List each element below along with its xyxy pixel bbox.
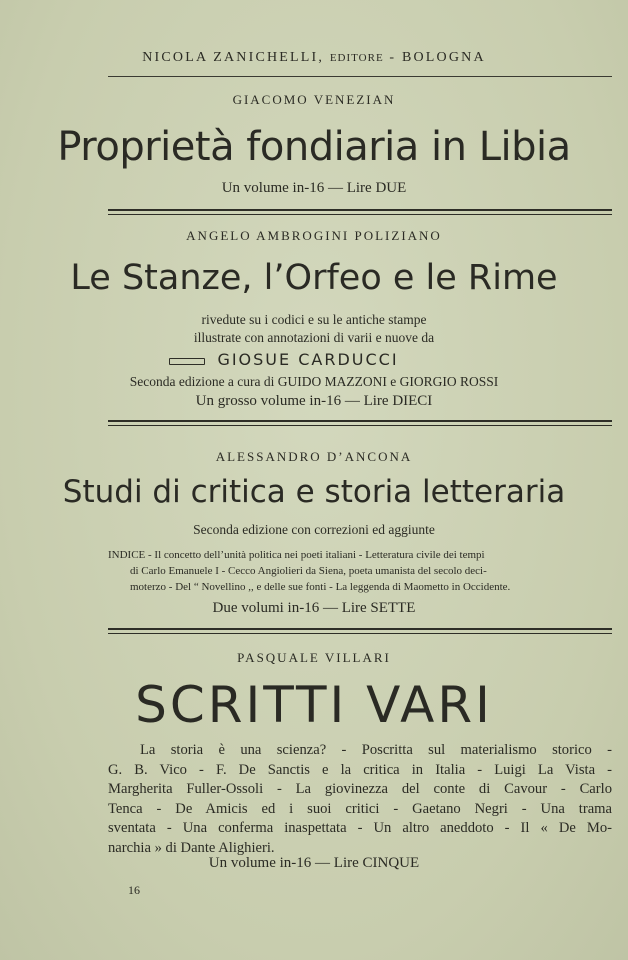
contents-line: narchia » di Dante Alighieri. xyxy=(108,839,275,856)
double-rule-1 xyxy=(108,209,612,215)
indice-studi xyxy=(108,547,612,595)
desc-stanze-3: Seconda edizione a cura di GUIDO MAZZONI e GIORGIO ROSSI xyxy=(129,374,499,389)
publisher-city: - BOLOGNA xyxy=(383,50,486,65)
contents-line: Margherita Fuller-Ossoli - La giovinezza del conte di Cavour - Carlo xyxy=(108,781,612,797)
author-dancona: ALESSANDRO D’ANCONA xyxy=(215,449,413,464)
indice-line: moterzo - Del “ Novellino ,, e delle sue fonti - La leggenda di Maometto in Occidente. xyxy=(130,581,511,593)
subtitle-studi: Seconda edizione con correzioni ed aggiunte xyxy=(193,522,435,537)
double-rule-2 xyxy=(108,420,612,426)
edition-proprieta: Un volume in-16 — Lire DUE xyxy=(221,180,407,196)
desc-stanze-2: illustrate con annotazioni di varii e nuove da xyxy=(193,330,435,345)
contents-line: G. B. Vico - F. De Sanctis e la critica in Italia - Luigi La Vista - xyxy=(108,761,612,778)
publisher-header xyxy=(0,50,628,66)
desc-stanze-1: rivedute su i codici e su le antiche stampe xyxy=(201,312,427,327)
title-proprieta: Proprietà fondiaria in Libia xyxy=(57,124,571,170)
header-rule xyxy=(108,76,612,77)
carducci-line xyxy=(0,350,628,370)
author-poliziano: ANGELO AMBROGINI POLIZIANO xyxy=(186,228,442,243)
editor-carducci: GIOSUE CARDUCCI xyxy=(217,350,399,369)
publisher-role: EDITORE xyxy=(329,52,384,64)
title-studi: Studi di critica e storia letteraria xyxy=(62,474,566,510)
page-number: 16 xyxy=(128,883,140,897)
contents-line: Tenca - De Amicis ed i suoi critici - Gaetano Negri - Una trama xyxy=(108,800,612,817)
edition-stanze: Un grosso volume in-16 — Lire DIECI xyxy=(195,393,433,409)
ornament-left xyxy=(169,358,205,365)
indice-line: INDICE - Il concetto dell’unità politica nei poeti italiani - Letteratura civile dei tempi xyxy=(108,549,485,561)
title-stanze: Le Stanze, l’Orfeo e le Rime xyxy=(70,258,558,298)
title-scritti: SCRITTI VARI xyxy=(135,676,493,734)
contents-line: La storia è una scienza? - Poscritta sul materialismo storico - xyxy=(140,742,612,758)
publisher-name: NICOLA ZANICHELLI, xyxy=(142,50,330,65)
author-villari: PASQUALE VILLARI xyxy=(237,650,391,665)
edition-studi: Due volumi in-16 — Lire SETTE xyxy=(212,600,416,616)
indice-line: di Carlo Emanuele I - Cecco Angiolieri da Siena, poeta umanista del secolo deci- xyxy=(130,565,487,577)
double-rule-3 xyxy=(108,628,612,634)
contents-line: sventata - Una conferma inaspettata - Un altro aneddoto - Il « De Mo- xyxy=(108,820,612,836)
contents-villari xyxy=(108,741,612,858)
author-venezian: GIACOMO VENEZIAN xyxy=(232,92,396,107)
edition-scritti: Un volume in-16 — Lire CINQUE xyxy=(208,855,420,871)
